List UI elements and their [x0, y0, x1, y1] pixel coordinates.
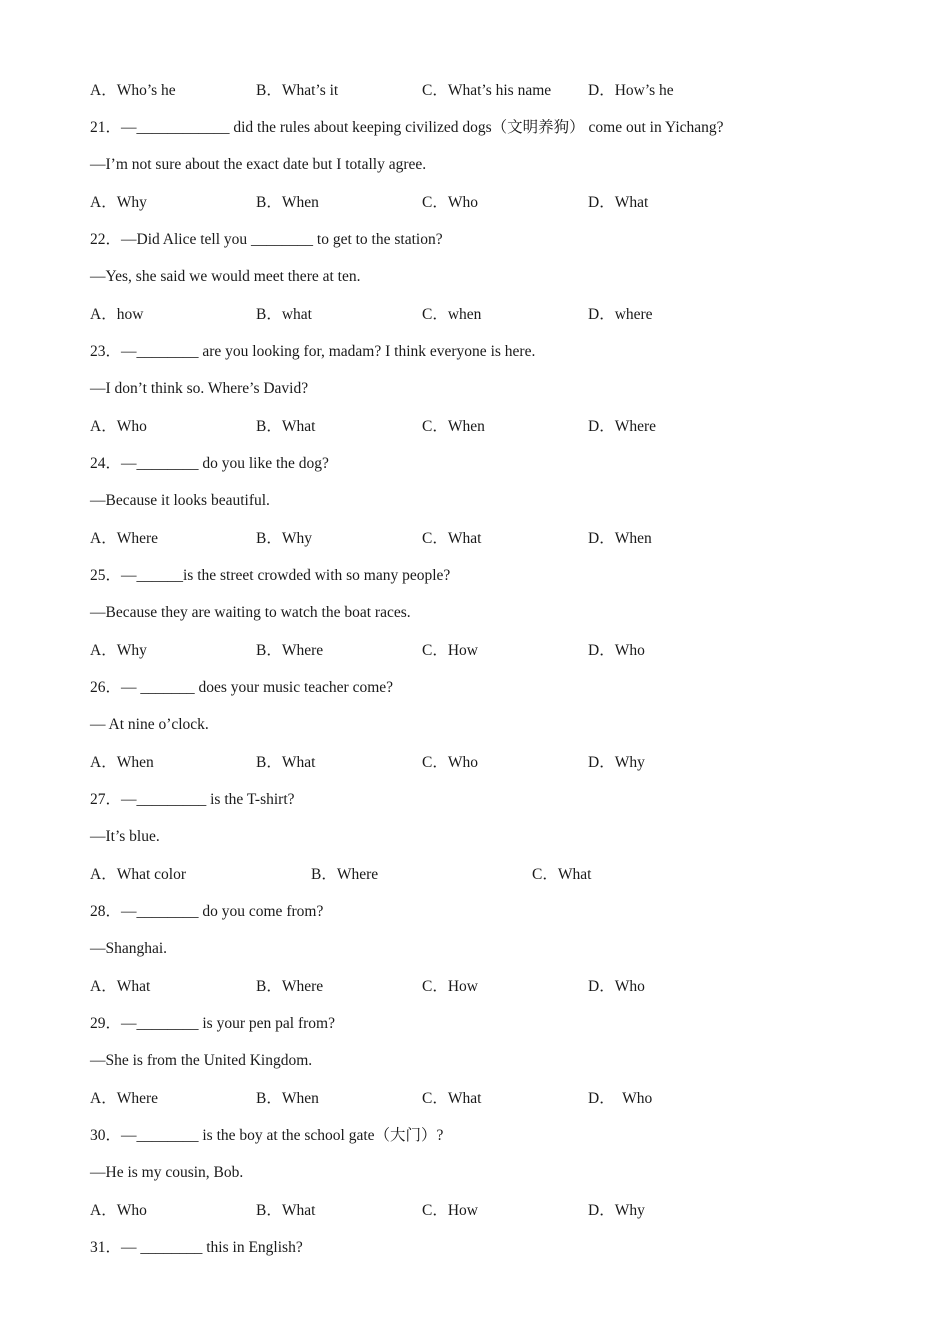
option-c: C．Who: [422, 194, 478, 211]
option-d: D．When: [588, 530, 652, 547]
option-b: B．When: [256, 1090, 319, 1107]
option-a: A．What color: [90, 866, 186, 883]
option-a: A．Who’s he: [90, 82, 176, 99]
option-a: A．When: [90, 754, 154, 771]
option-d: D．How’s he: [588, 82, 674, 99]
option-c: C．How: [422, 978, 478, 995]
option-c: C．Who: [422, 754, 478, 771]
option-a: A．Where: [90, 1090, 158, 1107]
option-b: B．Where: [256, 978, 324, 995]
question-stem: 25．—______is the street crowded with so many people?: [90, 567, 451, 584]
option-d: D．Where: [588, 418, 656, 435]
option-a: A．Where: [90, 530, 158, 547]
option-a: A．What: [90, 978, 151, 995]
question-reply: —He is my cousin, Bob.: [90, 1164, 244, 1181]
question-reply: —I don’t think so. Where’s David?: [90, 380, 309, 397]
option-c: C．How: [422, 1202, 478, 1219]
option-b: B．what: [256, 306, 312, 323]
option-b: B．What: [256, 418, 316, 435]
question-reply: — At nine o’clock.: [90, 716, 209, 733]
option-a: A．Who: [90, 418, 147, 435]
question-stem: 28．—________ do you come from?: [90, 903, 324, 920]
option-a: A．Who: [90, 1202, 147, 1219]
question-stem: 21．—____________ did the rules about keeping civilized dogs（文明养狗） come out in Yichang?: [90, 119, 724, 136]
option-b: B．Why: [256, 530, 312, 547]
option-b: B．What: [256, 1202, 316, 1219]
question-stem: 29．—________ is your pen pal from?: [90, 1015, 335, 1032]
option-b: B．Where: [311, 866, 379, 883]
question-reply: —Yes, she said we would meet there at ten.: [90, 268, 361, 285]
option-d: D．where: [588, 306, 653, 323]
question-reply: —Because they are waiting to watch the boat races.: [90, 604, 411, 621]
question-reply: —I’m not sure about the exact date but I totally agree.: [90, 156, 427, 173]
option-a: A．how: [90, 306, 144, 323]
question-stem: 23．—________ are you looking for, madam? I think everyone is here.: [90, 343, 536, 360]
option-b: B．When: [256, 194, 319, 211]
option-c: C．What’s his name: [422, 82, 552, 99]
question-reply: —Because it looks beautiful.: [90, 492, 270, 509]
option-c: C．When: [422, 418, 485, 435]
question-stem: 31．— ________ this in English?: [90, 1239, 303, 1256]
option-b: B．What: [256, 754, 316, 771]
question-reply: —Shanghai.: [90, 940, 168, 957]
option-c: C．How: [422, 642, 478, 659]
question-reply: —She is from the United Kingdom.: [90, 1052, 313, 1069]
option-d: D．Why: [588, 754, 645, 771]
option-c: C．What: [422, 530, 482, 547]
option-b: B．Where: [256, 642, 324, 659]
question-stem: 24．—________ do you like the dog?: [90, 455, 329, 472]
option-d: D．What: [588, 194, 649, 211]
option-d: D． Who: [588, 1090, 653, 1107]
question-stem: 30．—________ is the boy at the school gate（大门）?: [90, 1127, 444, 1144]
option-c: C．What: [422, 1090, 482, 1107]
option-a: A．Why: [90, 194, 147, 211]
question-stem: 22．—Did Alice tell you ________ to get to the station?: [90, 231, 443, 248]
option-b: B．What’s it: [256, 82, 339, 99]
option-a: A．Why: [90, 642, 147, 659]
question-reply: —It’s blue.: [90, 828, 160, 845]
question-stem: 26．— _______ does your music teacher come?: [90, 679, 394, 696]
option-d: D．Who: [588, 642, 645, 659]
question-stem: 27．—_________ is the T-shirt?: [90, 791, 295, 808]
option-d: D．Who: [588, 978, 645, 995]
option-c: C．when: [422, 306, 482, 323]
option-c: C．What: [532, 866, 592, 883]
option-d: D．Why: [588, 1202, 645, 1219]
